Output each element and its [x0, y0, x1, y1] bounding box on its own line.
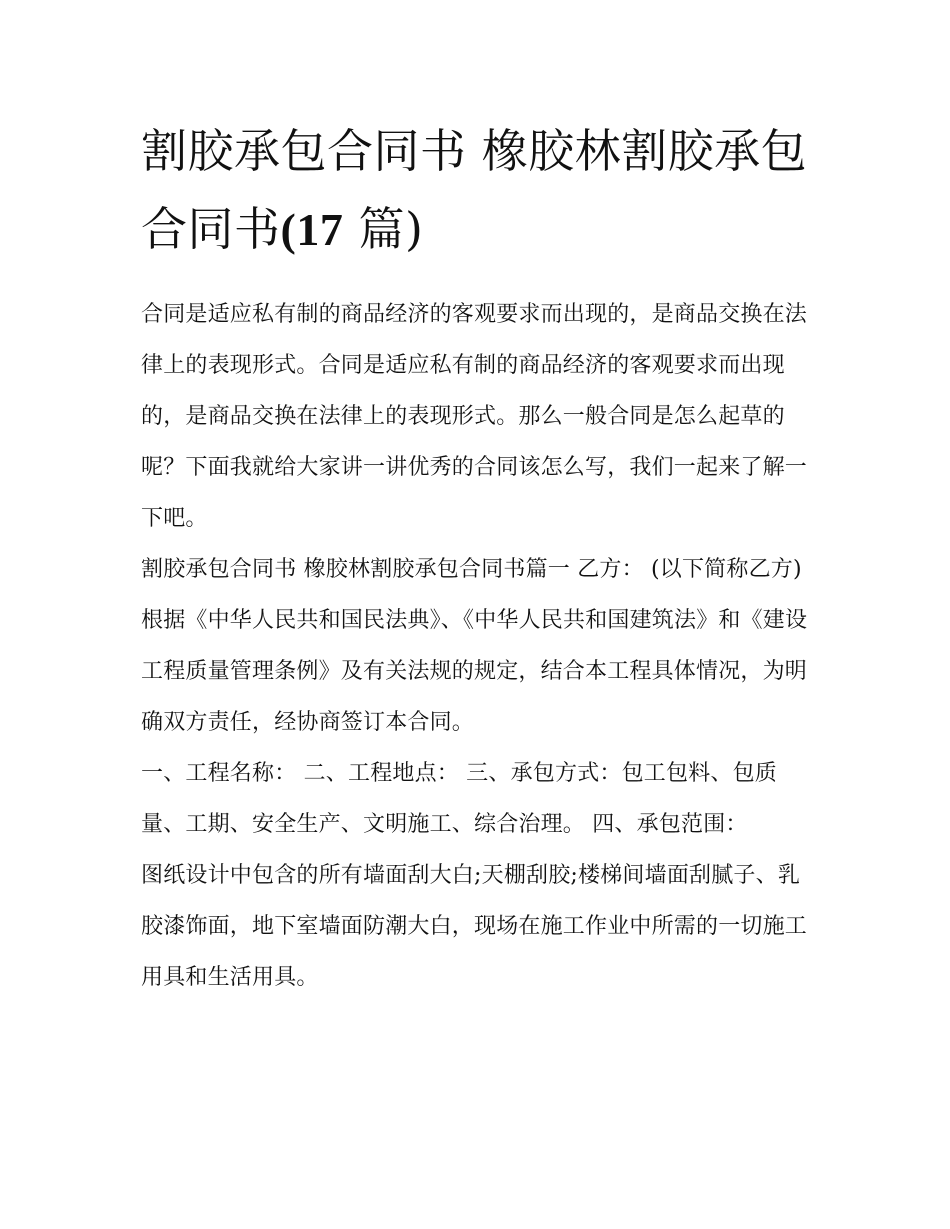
document-page: [141, 112, 813, 1003]
title-main-text: 割胶承包合同书 橡胶林割胶承包合同书: [141, 124, 808, 256]
title-count: (17: [280, 204, 344, 255]
legal-basis-paragraph: 根据《中华人民共和国民法典》、《中华人民共和国建筑法》和《建设工程质量管理条例》及有关法规的规定，结合本工程具体情况，为明确双方责任，经协商签订本合同。: [141, 608, 808, 735]
intro-paragraph: 合同是适应私有制的商品经济的客观要求而出现的，是商品交换在法律上的表现形式。合同是适应私有制的商品经济的客观要求而出现的，是商品交换在法律上的表现形式。那么一般合同是怎么起草的呢？下面我就给大家讲一讲优秀的合同该怎么写，我们一起来了解一下吧。: [141, 302, 808, 531]
document-title: [141, 112, 813, 269]
scope-paragraph: 图纸设计中包含的所有墙面刮大白;天棚刮胶;楼梯间墙面刮腻子、乳胶漆饰面，地下室墙面防潮大白，现场在施工作业中所需的一切施工用具和生活用具。: [141, 863, 808, 990]
project-info-paragraph: 一、工程名称： 二、工程地点： 三、承包方式：包工包料、包质量、工期、安全生产、文明施工、综合治理。 四、承包范围：: [141, 761, 777, 837]
section-heading-paragraph: 割胶承包合同书 橡胶林割胶承包合同书篇一 乙方： (以下简称乙方): [141, 557, 802, 582]
title-unit: 篇): [343, 202, 424, 256]
